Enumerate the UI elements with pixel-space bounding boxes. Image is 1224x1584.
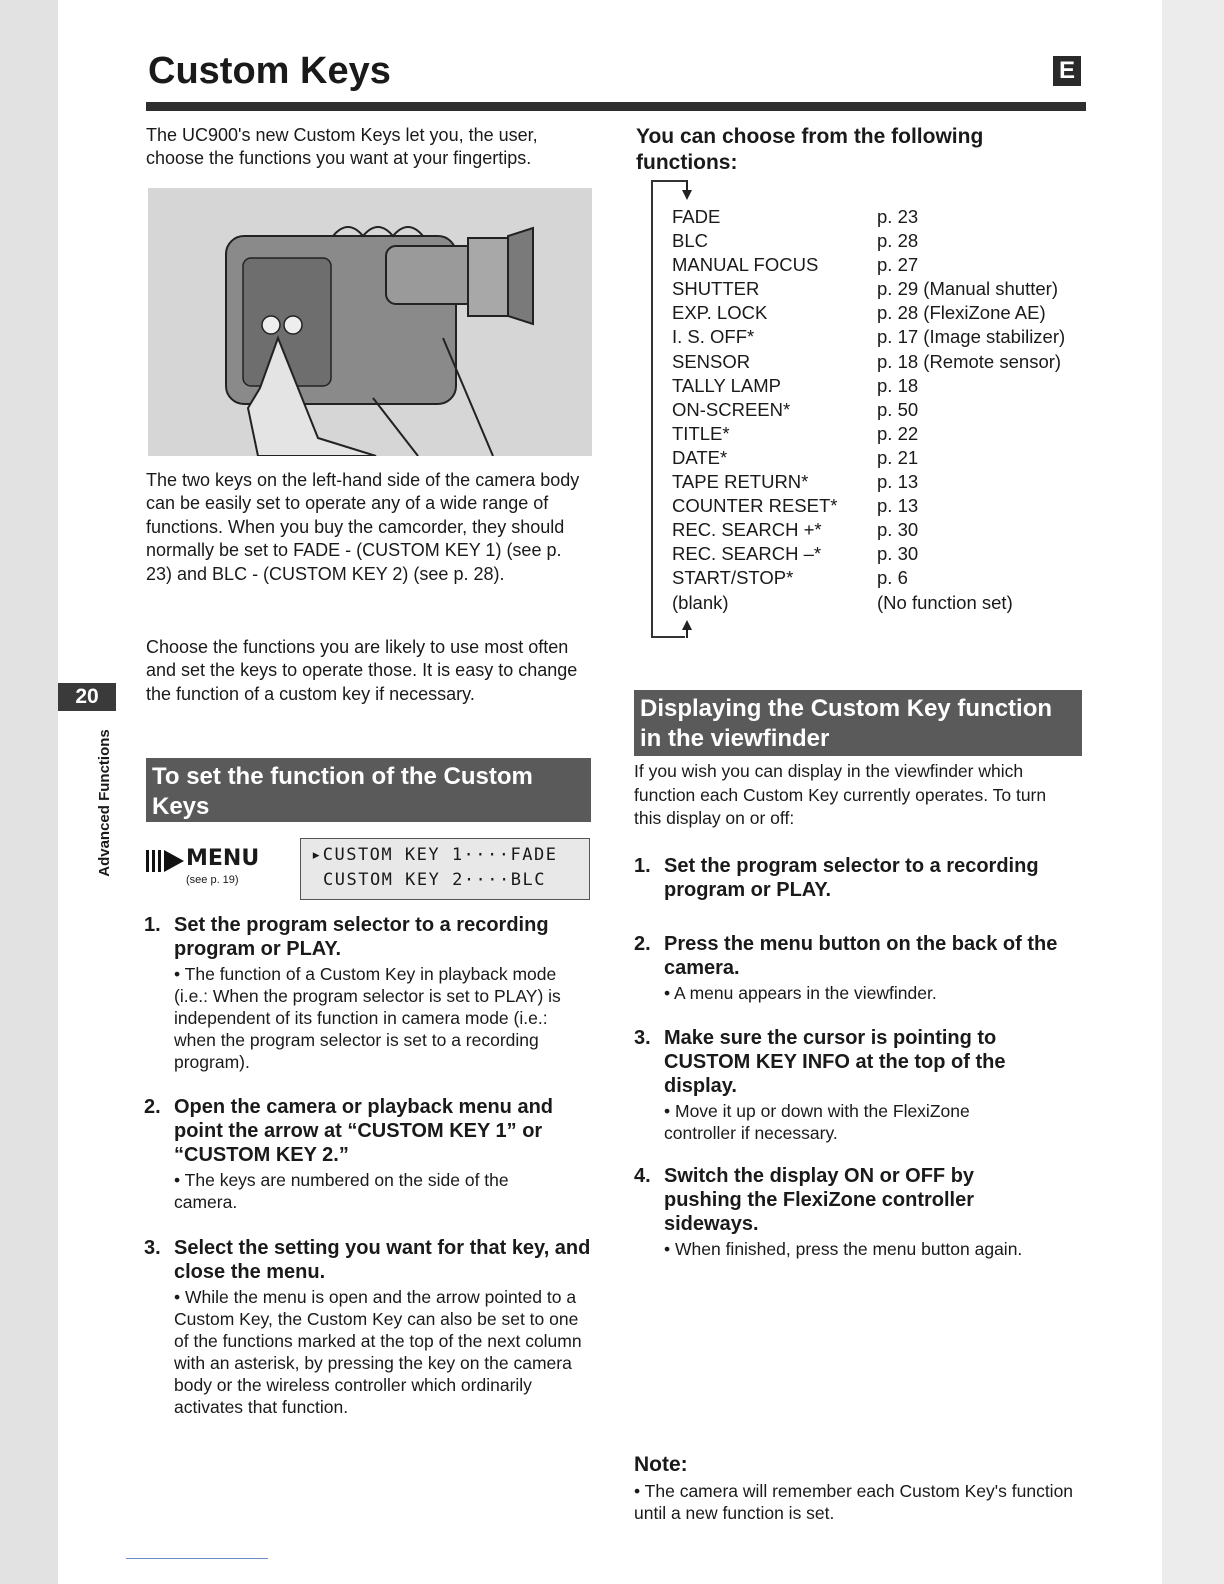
camcorder-hand-icon [148,188,592,456]
function-name: SENSOR [672,350,751,372]
function-row [672,591,1092,615]
function-name: EXP. LOCK [672,302,768,324]
function-row [672,494,1092,518]
step-body: • When finished, press the menu button again. [664,1239,1023,1259]
function-name: TAPE RETURN* [672,471,809,493]
language-tab: E [1053,56,1081,86]
page-number: 20 [58,683,116,711]
step-number: 1. [144,914,161,936]
function-name: START/STOP* [672,567,794,589]
function-name: COUNTER RESET* [672,495,838,517]
right-step-4 [634,1164,1084,1260]
section-tab-label: Advanced Functions [96,729,113,877]
function-row [672,229,1092,253]
display-intro: If you wish you can display in the viewfinder which function each Custom Key currently operates. To turn this display on or off: [634,761,1047,828]
function-row [672,205,1092,229]
function-row [672,446,1092,470]
bracket-bottom [651,636,685,638]
step-body: • Move it up or down with the FlexiZone controller if necessary. [664,1101,970,1143]
note-heading: Note: [634,1453,688,1476]
function-page-ref: p. 18 [877,374,919,396]
camcorder-illustration [148,188,592,456]
step-body: • The function of a Custom Key in playback mode (i.e.: When the program selector is set to PLAY) is independent of its function in camera mode (i.e.: when the program selector is set to a recording program). [174,964,561,1072]
function-name: I. S. OFF* [672,326,755,348]
right-margin-shade [1162,0,1224,1584]
function-row [672,374,1092,398]
lcd-menu-display [300,838,590,900]
section-tab [96,718,120,888]
left-step-3 [144,1236,596,1418]
page-title: Custom Keys [148,50,391,92]
function-page-ref: p. 29 (Manual shutter) [877,278,1058,300]
function-name: SHUTTER [672,278,760,300]
function-row [672,470,1092,494]
function-page-ref: p. 28 [877,230,919,252]
menu-reference: (see p. 19) [186,874,239,886]
function-name: FADE [672,206,721,227]
function-row [672,350,1092,374]
step-body: • The keys are numbered on the side of the camera. [174,1170,509,1212]
function-name: REC. SEARCH +* [672,519,822,541]
section-heading-display: Displaying the Custom Key function in the viewfinder [634,690,1082,756]
function-page-ref: p. 28 (FlexiZone AE) [877,302,1046,324]
step-number: 4. [634,1165,651,1187]
step-number: 3. [634,1027,651,1049]
function-row [672,518,1092,542]
function-row [672,277,1092,301]
function-page-ref: p. 13 [877,495,919,517]
step-number: 1. [634,855,651,877]
title-rule [146,102,1086,111]
footer-line [126,1558,268,1559]
function-page-ref: p. 22 [877,422,919,444]
menu-arrow-icon [146,848,186,874]
function-name: BLC [672,230,708,252]
function-page-ref: p. 18 (Remote sensor) [877,350,1062,372]
step-heading: Switch the display ON or OFF by pushing the FlexiZone controller sideways. [664,1165,975,1235]
left-step-2 [144,1095,594,1213]
function-name: (blank) [672,591,729,613]
function-page-ref: p. 13 [877,471,919,493]
step-body: • While the menu is open and the arrow pointed to a Custom Key, the Custom Key can also be set to one of the functions marked at the top of the next column with an asterisk, by pressing the key on the camera body or the wireless controller which ordinarily activates that function. [174,1287,582,1417]
step-heading: Set the program selector to a recording program or PLAY. [664,855,1039,901]
step-body: • A menu appears in the viewfinder. [664,983,937,1003]
functions-heading: You can choose from the following functions: [636,125,984,174]
function-row [672,398,1092,422]
function-row [672,325,1092,349]
step-heading: Open the camera or playback menu and point the arrow at “CUSTOM KEY 1” or “CUSTOM KEY 2.” [174,1096,554,1166]
step-number: 2. [634,933,651,955]
function-page-ref: p. 23 [877,206,919,227]
lcd-line-2: CUSTOM KEY 2····BLC [323,870,546,890]
step-number: 3. [144,1237,161,1259]
function-row [672,253,1092,277]
step-heading: Make sure the cursor is pointing to CUSTOM KEY INFO at the top of the display. [664,1027,1006,1097]
bracket-top [651,180,687,182]
function-name: TITLE* [672,422,730,444]
function-row [672,422,1092,446]
step-heading: Set the program selector to a recording program or PLAY. [174,914,549,960]
function-name: ON-SCREEN* [672,398,791,420]
function-page-ref: (No function set) [877,591,1013,613]
step-number: 2. [144,1096,161,1118]
function-name: DATE* [672,446,728,468]
right-step-2 [634,932,1084,1004]
function-page-ref: p. 21 [877,446,919,468]
left-margin-shade [0,0,58,1584]
step-heading: Select the setting you want for that key, and close the menu. [174,1237,591,1283]
right-step-1 [634,854,1084,902]
function-page-ref: p. 6 [877,567,908,589]
function-page-ref: p. 27 [877,254,919,276]
function-name: REC. SEARCH –* [672,543,822,565]
function-page-ref: p. 30 [877,519,919,541]
section-heading-set-function: To set the function of the Custom Keys [146,758,591,822]
right-step-3 [634,1026,1084,1144]
function-name: MANUAL FOCUS [672,254,819,276]
function-page-ref: p. 17 (Image stabilizer) [877,326,1066,348]
note-body: • The camera will remember each Custom Key's function until a new function is set. [634,1481,1074,1523]
bracket-down-arrow-icon [680,180,694,202]
left-step-1 [144,913,594,1073]
menu-label: MENU [186,846,260,871]
step-heading: Press the menu button on the back of the camera. [664,933,1058,979]
function-row [672,542,1092,566]
function-row [672,301,1092,325]
function-list [672,205,1092,615]
list-bracket [651,180,669,638]
function-page-ref: p. 30 [877,543,919,565]
lcd-line-1: ▸CUSTOM KEY 1····FADE [311,845,558,865]
function-page-ref: p. 50 [877,398,919,420]
function-row [672,566,1092,590]
body-paragraph-1: The two keys on the left-hand side of the camera body can be easily set to operate any of a wide range of functions. When you buy the camcorder, they should normally be set to FADE - (CUSTOM KEY 1) (see p. 23) and BLC - (CUSTOM KEY 2) (see p. 28). [146,470,580,584]
intro-paragraph: The UC900's new Custom Keys let you, the user, choose the functions you want at your fingertips. [146,125,538,169]
body-paragraph-2: Choose the functions you are likely to use most often and set the keys to operate those. It is easy to change the function of a custom key if necessary. [146,637,578,704]
function-name: TALLY LAMP [672,374,781,396]
